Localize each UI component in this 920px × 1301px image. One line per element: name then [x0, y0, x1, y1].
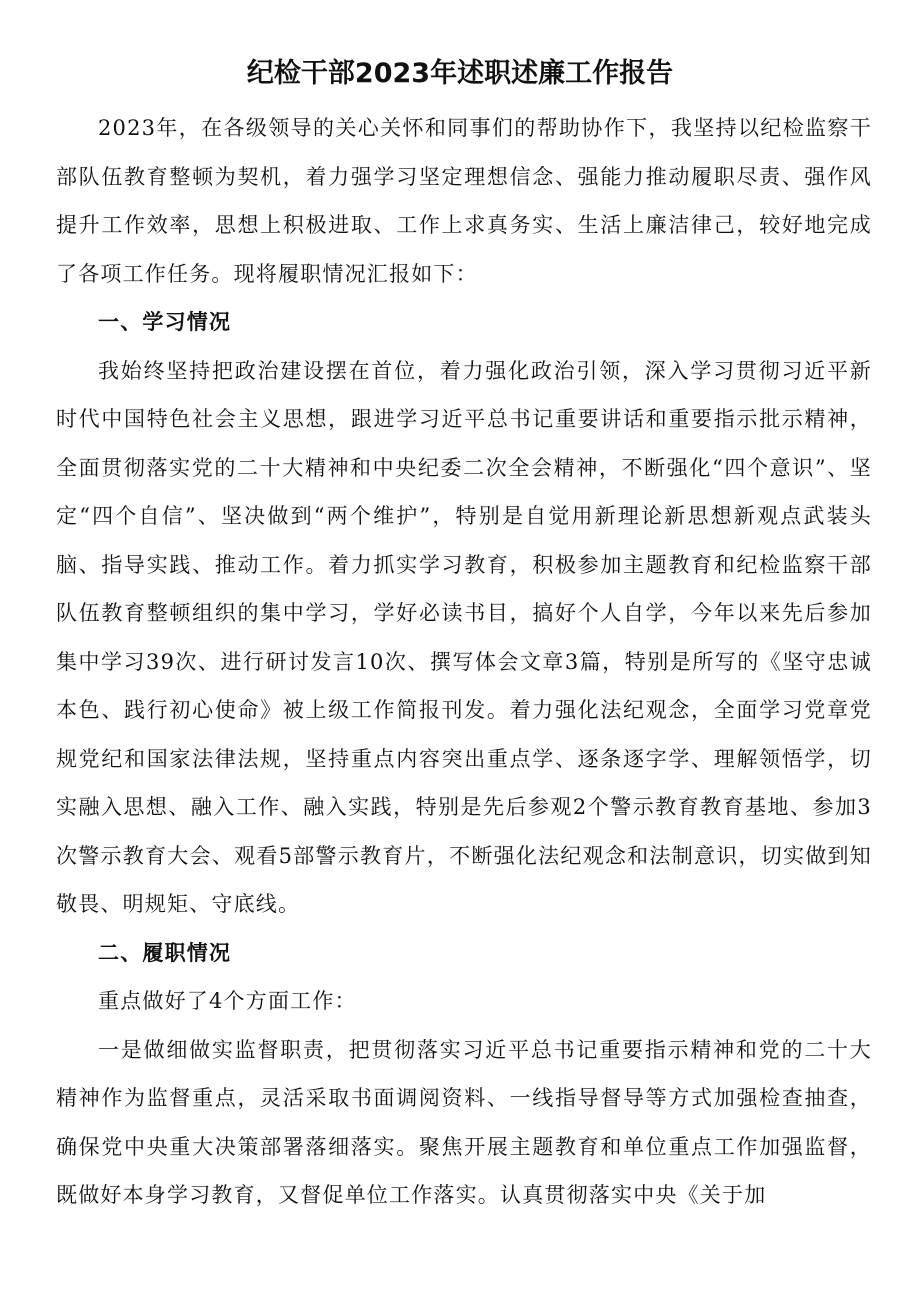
document-body: [56, 104, 872, 1220]
section-heading-study: 一、学习情况: [98, 310, 232, 334]
study-paragraph: 我始终坚持把政治建设摆在首位，着力强化政治引领，深入学习贯彻习近平新时代中国特色社会主义思想，跟进学习近平总书记重要讲话和重要指示批示精神，全面贯彻落实党的二十大精神和中央纪委二次全会精神，不断强化“四个意识”、坚定“四个自信”、坚决做到“两个维护”，特别是自觉用新理论新思想新观点武装头脑、指导实践、推动工作。着力抓实学习教育，积极参加主题教育和纪检监察干部队伍教育整顿组织的集中学习，学好必读书目，搞好个人自学，今年以来先后参加集中学习39次、进行研讨发言10次、撰写体会文章3篇，特别是所写的《坚守忠诚本色、践行初心使命》被上级工作简报刊发。着力强化法纪观念，全面学习党章党规党纪和国家法律法规，坚持重点内容突出重点学、逐条逐字学、理解领悟学，切实融入思想、融入工作、融入实践，特别是先后参观2个警示教育教育基地、参加3次警示教育大会、观看5部警示教育片，不断强化法纪观念和法制意识，切实做到知敬畏、明规矩、守底线。: [56, 358, 872, 916]
document-title: 纪检干部2023年述职述廉工作报告: [246, 58, 674, 89]
section-heading-duty: 二、履职情况: [98, 940, 232, 965]
duty-paragraph: 一是做细做实监督职责，把贯彻落实习近平总书记重要指示精神和党的二十大精神作为监督重点，灵活采取书面调阅资料、一线指导督导等方式加强检查抽查，确保党中央重大决策部署落细落实。聚焦开展主题教育和单位重点工作加强监督，既做好本身学习教育，又督促单位工作落实。认真贯彻落实中央《关于加: [56, 1037, 872, 1207]
intro-paragraph: 2023年，在各级领导的关心关怀和同事们的帮助协作下，我坚持以纪检监察干部队伍教育整顿为契机，着力强学习坚定理想信念、强能力推动履职尽责、强作风提升工作效率，思想上积极进取、工作上求真务实、生活上廉洁律己，较好地完成了各项工作任务。现将履职情况汇报如下：: [56, 116, 872, 286]
duty-lead-paragraph: 重点做好了4个方面工作：: [98, 989, 357, 1013]
